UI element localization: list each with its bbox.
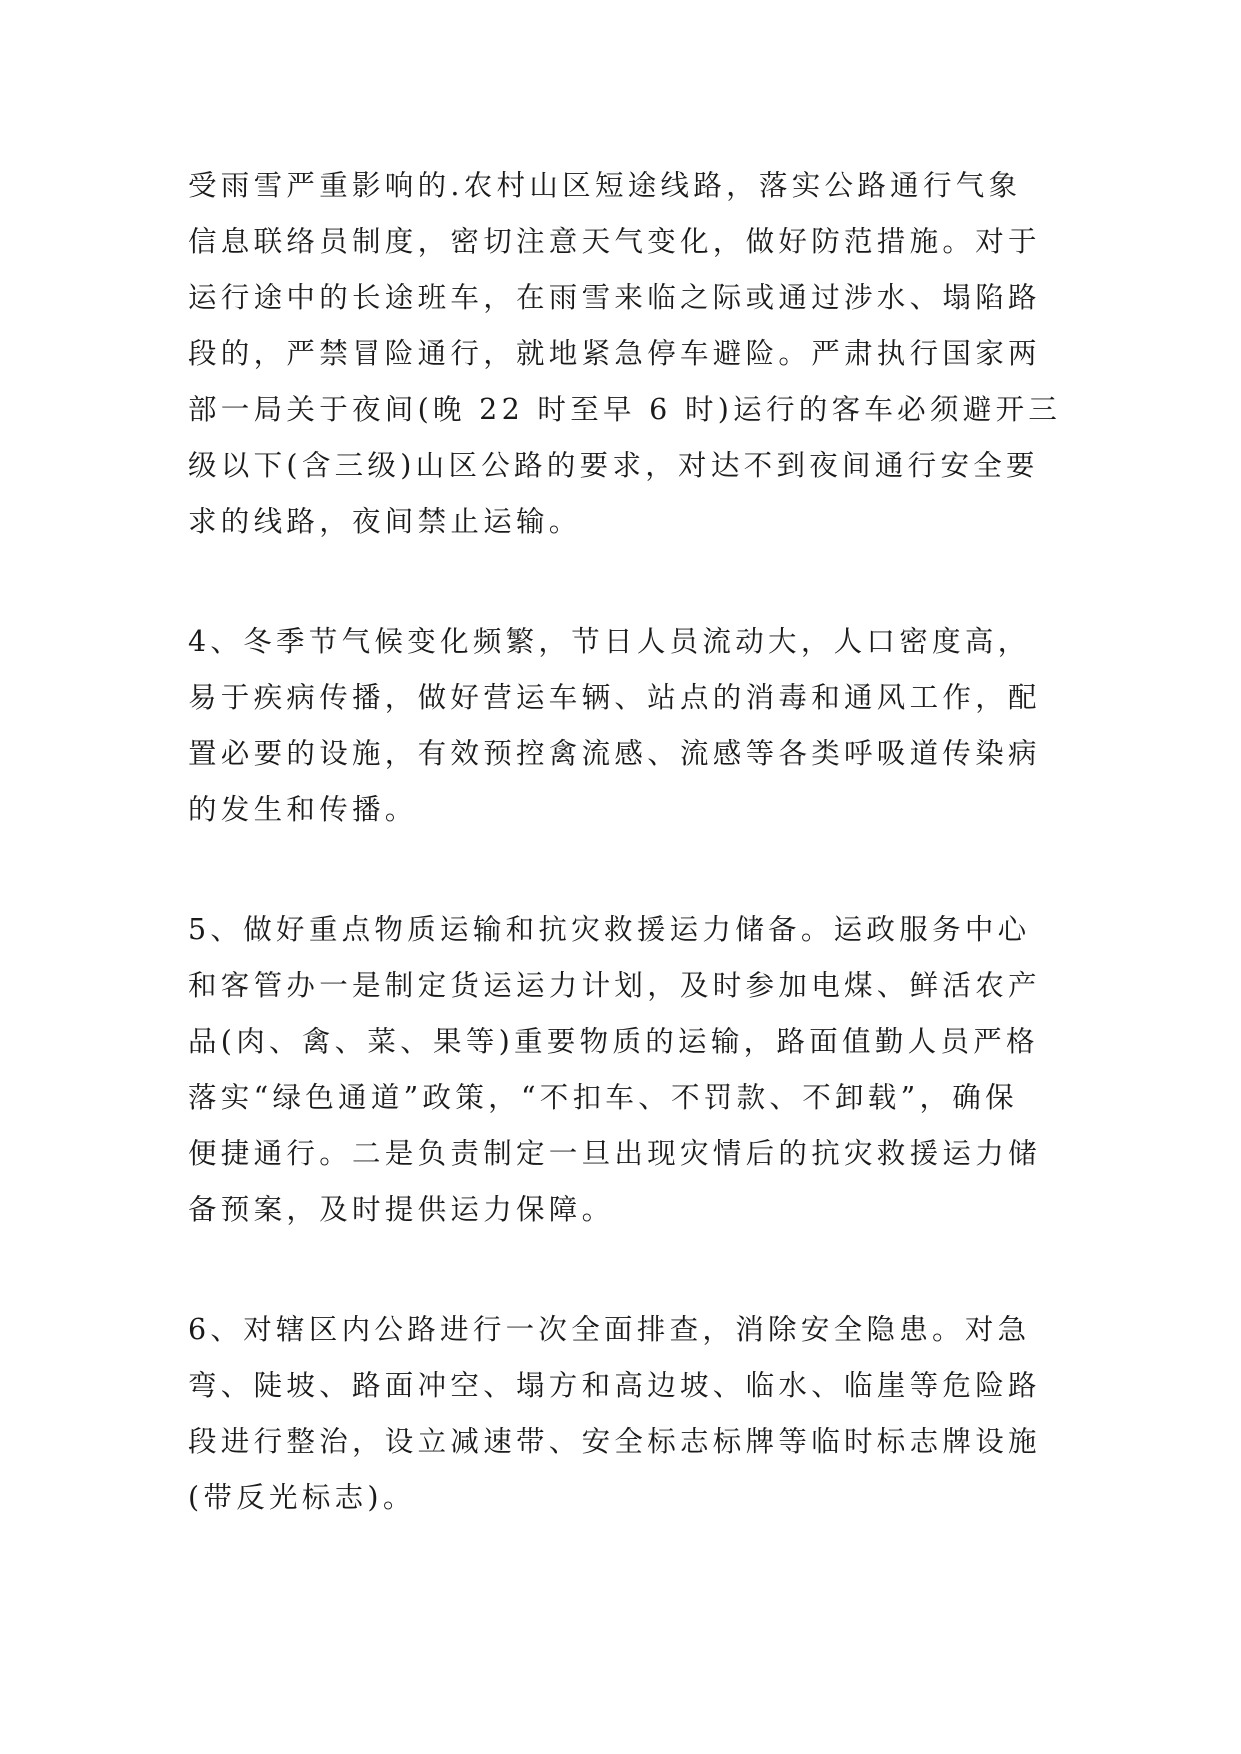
paragraph-item-5	[188, 902, 1048, 1238]
text-line: 5、做好重点物质运输和抗灾救援运力储备。运政服务中心	[188, 913, 1031, 946]
text-line: 运行途中的长途班车，在雨雪来临之际或通过涉水、塌陷路	[188, 281, 1041, 314]
paragraph-item-4	[188, 614, 1048, 838]
text-line: 段进行整治，设立减速带、安全标志标牌等临时标志牌设施	[188, 1425, 1041, 1458]
text-line: 求的线路，夜间禁止运输。	[188, 505, 582, 538]
text-line: 备预案，及时提供运力保障。	[188, 1193, 615, 1226]
text-line: 便捷通行。二是负责制定一旦出现灾情后的抗灾救援运力储	[188, 1137, 1041, 1170]
paragraph-rain-snow-routes	[188, 158, 1062, 550]
text-line: 易于疾病传播，做好营运车辆、站点的消毒和通风工作，配	[188, 681, 1041, 714]
text-line: 段的，严禁冒险通行，就地紧急停车避险。严肃执行国家两	[188, 337, 1041, 370]
text-line: 的发生和传播。	[188, 793, 418, 826]
text-line: 受雨雪严重影响的.农村山区短途线路，落实公路通行气象	[188, 169, 1022, 202]
text-line: 4、冬季节气候变化频繁，节日人员流动大，人口密度高，	[188, 625, 1031, 658]
text-line: 信息联络员制度，密切注意天气变化，做好防范措施。对于	[188, 225, 1041, 258]
text-line: (带反光标志)。	[188, 1481, 416, 1514]
text-line: 品(肉、禽、菜、果等)重要物质的运输，路面值勤人员严格	[188, 1025, 1039, 1058]
text-line: 和客管办一是制定货运运力计划，及时参加电煤、鲜活农产	[188, 969, 1041, 1002]
text-line: 置必要的设施，有效预控禽流感、流感等各类呼吸道传染病	[188, 737, 1041, 770]
text-line: 弯、陡坡、路面冲空、塌方和高边坡、临水、临崖等危险路	[188, 1369, 1041, 1402]
text-line: 落实“绿色通道”政策，“不扣车、不罚款、不卸载”，确保	[188, 1081, 1018, 1114]
text-line: 部一局关于夜间(晚 22 时至早 6 时)运行的客车必须避开三	[188, 393, 1062, 426]
paragraph-item-6	[188, 1302, 1048, 1526]
document-body	[188, 158, 1062, 1526]
text-line: 级以下(含三级)山区公路的要求，对达不到夜间通行安全要	[188, 449, 1039, 482]
text-line: 6、对辖区内公路进行一次全面排查，消除安全隐患。对急	[188, 1313, 1031, 1346]
